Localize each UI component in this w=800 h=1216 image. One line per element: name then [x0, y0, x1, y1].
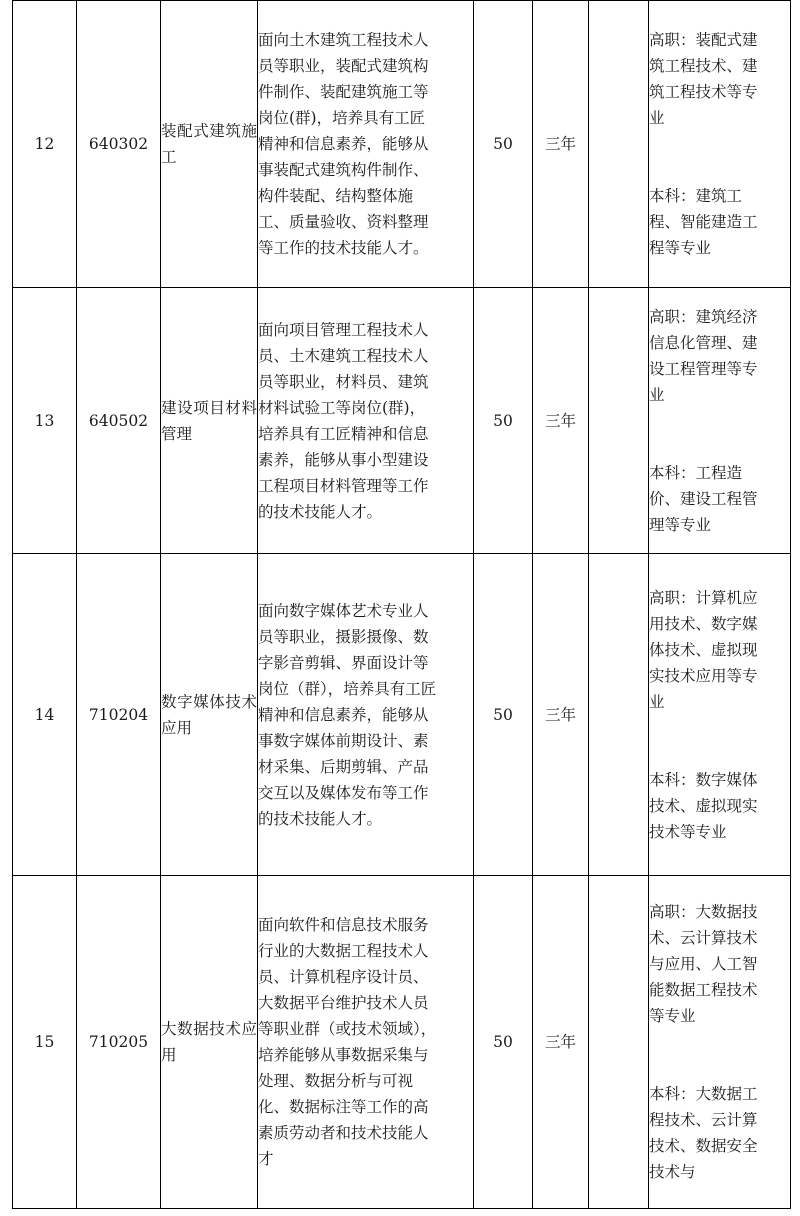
major-code-cell [77, 288, 161, 554]
major-name: 大数据技术应用 [161, 1020, 257, 1064]
row-number: 15 [34, 1033, 55, 1051]
row-number-cell [13, 554, 77, 876]
training-objective: 面向项目管理工程技术人员、土木建筑工程技术人员等职业，材料员、建筑材料试验工等岗位(群)，培养具有工匠精神和信息素养，能够从事小型建设工程项目材料管理等工作的技术技能人才。 [258, 320, 429, 521]
table-row [13, 1, 791, 288]
training-objective-cell [258, 288, 474, 554]
training-objective-cell [258, 1, 474, 288]
study-duration: 三年 [544, 411, 576, 430]
duration-cell [533, 876, 589, 1209]
vocational-college-pathway: 高职：建筑经济信息化管理、建设工程管理等专业 [649, 307, 758, 404]
blank-cell [589, 554, 649, 876]
training-objective: 面向软件和信息技术服务行业的大数据工程技术人员、计算机程序设计员、大数据平台维护技术人员等职业群（或技术领域），培养能够从事数据采集与处理、数据分析与可视化、数据标注等工作的高素质劳动者和技术技能人才 [258, 916, 437, 1168]
further-study-cell [649, 876, 791, 1209]
blank-cell [589, 876, 649, 1209]
row-number-cell [13, 288, 77, 554]
table-row [13, 554, 791, 876]
major-code-cell [77, 876, 161, 1209]
row-number: 13 [34, 411, 55, 430]
table-row [13, 876, 791, 1209]
row-number: 14 [34, 705, 55, 724]
duration-cell [533, 288, 589, 554]
enrollment-quota: 50 [493, 1033, 513, 1051]
enrollment-quota-cell [474, 876, 533, 1209]
enrollment-quota-cell [474, 554, 533, 876]
undergraduate-pathway: 本科：工程造价、建设工程管理等专业 [649, 463, 758, 534]
study-duration: 三年 [544, 135, 576, 153]
major-code: 710204 [88, 705, 149, 724]
training-objective: 面向数字媒体艺术专业人员等职业，摄影摄像、数字影音剪辑、界面设计等岗位（群），培养具有工匠精神和信息素养，能够从事数字媒体前期设计、素材采集、后期剪辑、产品交互以及媒体发布等工作的技术技能人才。 [258, 601, 437, 828]
further-study-cell [649, 554, 791, 876]
vocational-college-pathway: 高职：装配式建筑工程技术、建筑工程技术等专业 [649, 31, 758, 127]
training-objective-cell [258, 554, 474, 876]
enrollment-quota-cell [474, 288, 533, 554]
study-duration: 三年 [544, 1033, 576, 1051]
blank-cell [589, 1, 649, 288]
major-code-cell [77, 1, 161, 288]
vocational-college-pathway: 高职：计算机应用技术、数字媒体技术、虚拟现实技术应用等专业 [649, 588, 758, 711]
document-page [12, 0, 790, 1210]
enrollment-quota-cell [474, 1, 533, 288]
major-name-cell [161, 876, 258, 1209]
further-study-cell [649, 288, 791, 554]
enrollment-quota: 50 [493, 705, 513, 724]
duration-cell [533, 554, 589, 876]
major-name: 数字媒体技术应用 [161, 692, 257, 737]
major-name-cell [161, 1, 258, 288]
duration-cell [533, 1, 589, 288]
study-duration: 三年 [544, 705, 576, 724]
training-objective-cell [258, 876, 474, 1209]
undergraduate-pathway: 本科：数字媒体技术、虚拟现实技术等专业 [649, 770, 758, 841]
enrollment-quota: 50 [493, 135, 513, 153]
major-name-cell [161, 554, 258, 876]
major-name-cell [161, 288, 258, 554]
major-code: 640502 [88, 411, 149, 430]
major-code-cell [77, 554, 161, 876]
majors-table [12, 0, 791, 1209]
row-number: 12 [34, 135, 55, 153]
row-number-cell [13, 876, 77, 1209]
undergraduate-pathway: 本科：大数据工程技术、云计算技术、数据安全技术与 [649, 1085, 758, 1181]
major-name: 建设项目材料管理 [161, 398, 257, 443]
undergraduate-pathway: 本科：建筑工程、智能建造工程等专业 [649, 187, 758, 257]
major-name: 装配式建筑施工 [161, 122, 257, 166]
vocational-college-pathway: 高职：大数据技术、云计算技术与应用、人工智能数据工程技术等专业 [649, 903, 758, 1025]
row-number-cell [13, 1, 77, 288]
major-code: 640302 [88, 135, 149, 153]
enrollment-quota: 50 [493, 411, 513, 430]
training-objective: 面向土木建筑工程技术人员等职业，装配式建筑构件制作、装配建筑施工等岗位(群)，培养具有工匠精神和信息素养，能够从事装配式建筑构件制作、构件装配、结构整体施工、质量验收、资料整理等工作的技术技能人才。 [258, 31, 429, 257]
further-study-cell [649, 1, 791, 288]
table-row [13, 288, 791, 554]
blank-cell [589, 288, 649, 554]
major-code: 710205 [88, 1033, 149, 1051]
